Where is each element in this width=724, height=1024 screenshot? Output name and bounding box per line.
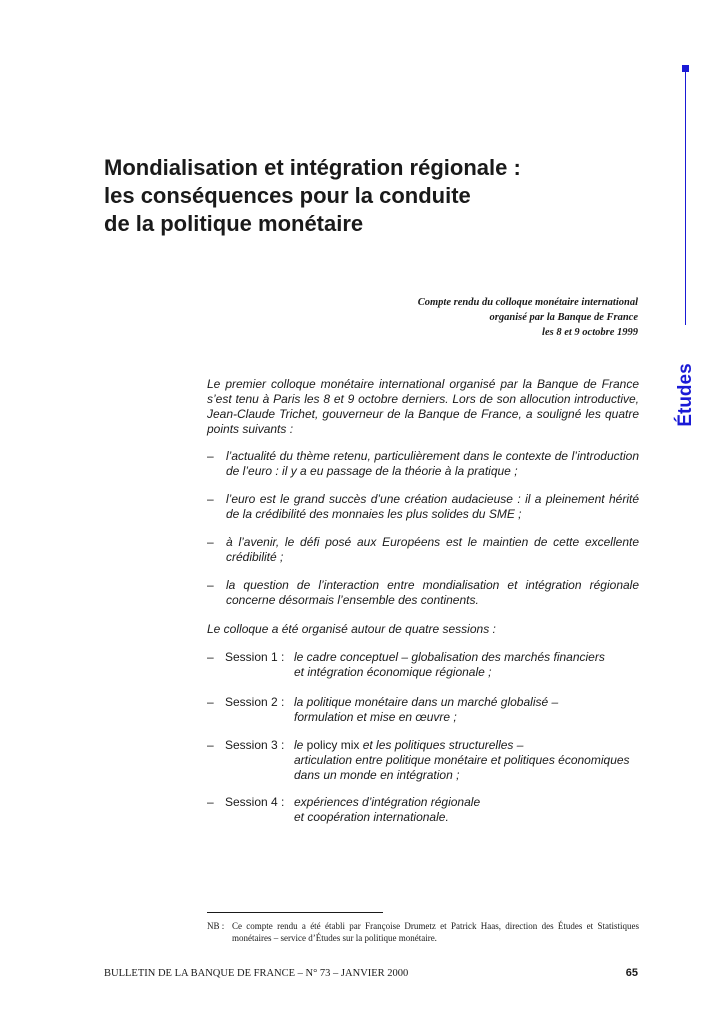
- session-text: et coopération internationale.: [294, 810, 449, 824]
- session-text: dans un monde en intégration ;: [294, 768, 460, 782]
- compte-rendu-line: les 8 et 9 octobre 1999: [542, 327, 638, 338]
- session-label: Session 4 :: [225, 795, 285, 809]
- session-item: [207, 650, 647, 680]
- session-text: la politique monétaire dans un marché globalisé –: [294, 695, 559, 709]
- section-marker-icon: [682, 65, 689, 72]
- footer-publication: BULLETIN DE LA BANQUE DE FRANCE – N° 73 – JANVIER 2000: [104, 968, 409, 979]
- dash: –: [207, 738, 214, 752]
- dash: –: [207, 492, 214, 506]
- intro-paragraph: Le premier colloque monétaire international organisé par la Banque de France s’est tenu à Paris les 8 et 9 octobre derniers. Lors de son allocution introductive, Jean-Claude Trichet, gouverneur de la Banque de France, a souligné les quatre points suivants :: [207, 377, 639, 436]
- session-item: [207, 738, 647, 783]
- dash: –: [207, 650, 214, 664]
- dash: –: [207, 695, 214, 709]
- section-label: Études: [675, 363, 696, 427]
- compte-rendu-line: Compte rendu du colloque monétaire international: [417, 297, 638, 308]
- list-item: [207, 492, 639, 522]
- session-label: Session 1 :: [225, 650, 285, 664]
- list-item: [207, 578, 639, 608]
- dash: –: [207, 449, 214, 463]
- title-line: les conséquences pour la conduite: [104, 183, 471, 208]
- session-text: formulation et mise en œuvre ;: [294, 710, 457, 724]
- dash: –: [207, 578, 214, 592]
- session-item: [207, 795, 647, 825]
- compte-rendu-note: [330, 295, 638, 340]
- page-title: [104, 154, 624, 238]
- session-text: [294, 738, 647, 753]
- footnote-label: NB :: [207, 921, 225, 931]
- title-line: de la politique monétaire: [104, 211, 364, 236]
- footnote: [207, 920, 639, 944]
- session-label: Session 3 :: [225, 738, 285, 752]
- list-item-text: la question de l’interaction entre mondialisation et intégration régionale concerne désormais l’ensemble des continents.: [226, 578, 639, 607]
- session-text-part: et les politiques structurelles –: [362, 738, 524, 752]
- list-item: [207, 535, 639, 565]
- session-text: articulation entre politique monétaire et politiques économiques: [294, 753, 630, 767]
- policy-mix-term: policy mix: [303, 738, 363, 752]
- footnote-rule: [207, 912, 383, 913]
- session-item: [207, 695, 647, 725]
- list-item-text: l’euro est le grand succès d’une création audacieuse : il a pleinement hérité de la crédibilité des monnaies les plus solides du SME ;: [226, 492, 639, 521]
- title-line: Mondialisation et intégration régionale :: [104, 155, 521, 180]
- sessions-intro: Le colloque a été organisé autour de quatre sessions :: [207, 622, 496, 636]
- session-text-part: le: [294, 738, 304, 752]
- dash: –: [207, 795, 214, 809]
- list-item-text: à l’avenir, le défi posé aux Européens est le maintien de cette excellente crédibilité ;: [226, 535, 639, 564]
- session-label: Session 2 :: [225, 695, 285, 709]
- list-item-text: l’actualité du thème retenu, particulièrement dans le contexte de l’introduction de l’euro : il y a eu passage de la théorie à la pratique ;: [226, 449, 639, 478]
- page-number: 65: [625, 967, 638, 979]
- list-item: [207, 449, 639, 479]
- session-text: expériences d’intégration régionale: [294, 795, 481, 809]
- session-text: et intégration économique régionale ;: [294, 665, 492, 679]
- section-rule: [685, 72, 686, 325]
- session-text: le cadre conceptuel – globalisation des marchés financiers: [294, 650, 605, 664]
- compte-rendu-line: organisé par la Banque de France: [489, 312, 638, 323]
- footnote-text: Ce compte rendu a été établi par Françoise Drumetz et Patrick Haas, direction des Études et Statistiques monétaires – service d’Études sur la politique monétaire.: [232, 921, 639, 943]
- dash: –: [207, 535, 214, 549]
